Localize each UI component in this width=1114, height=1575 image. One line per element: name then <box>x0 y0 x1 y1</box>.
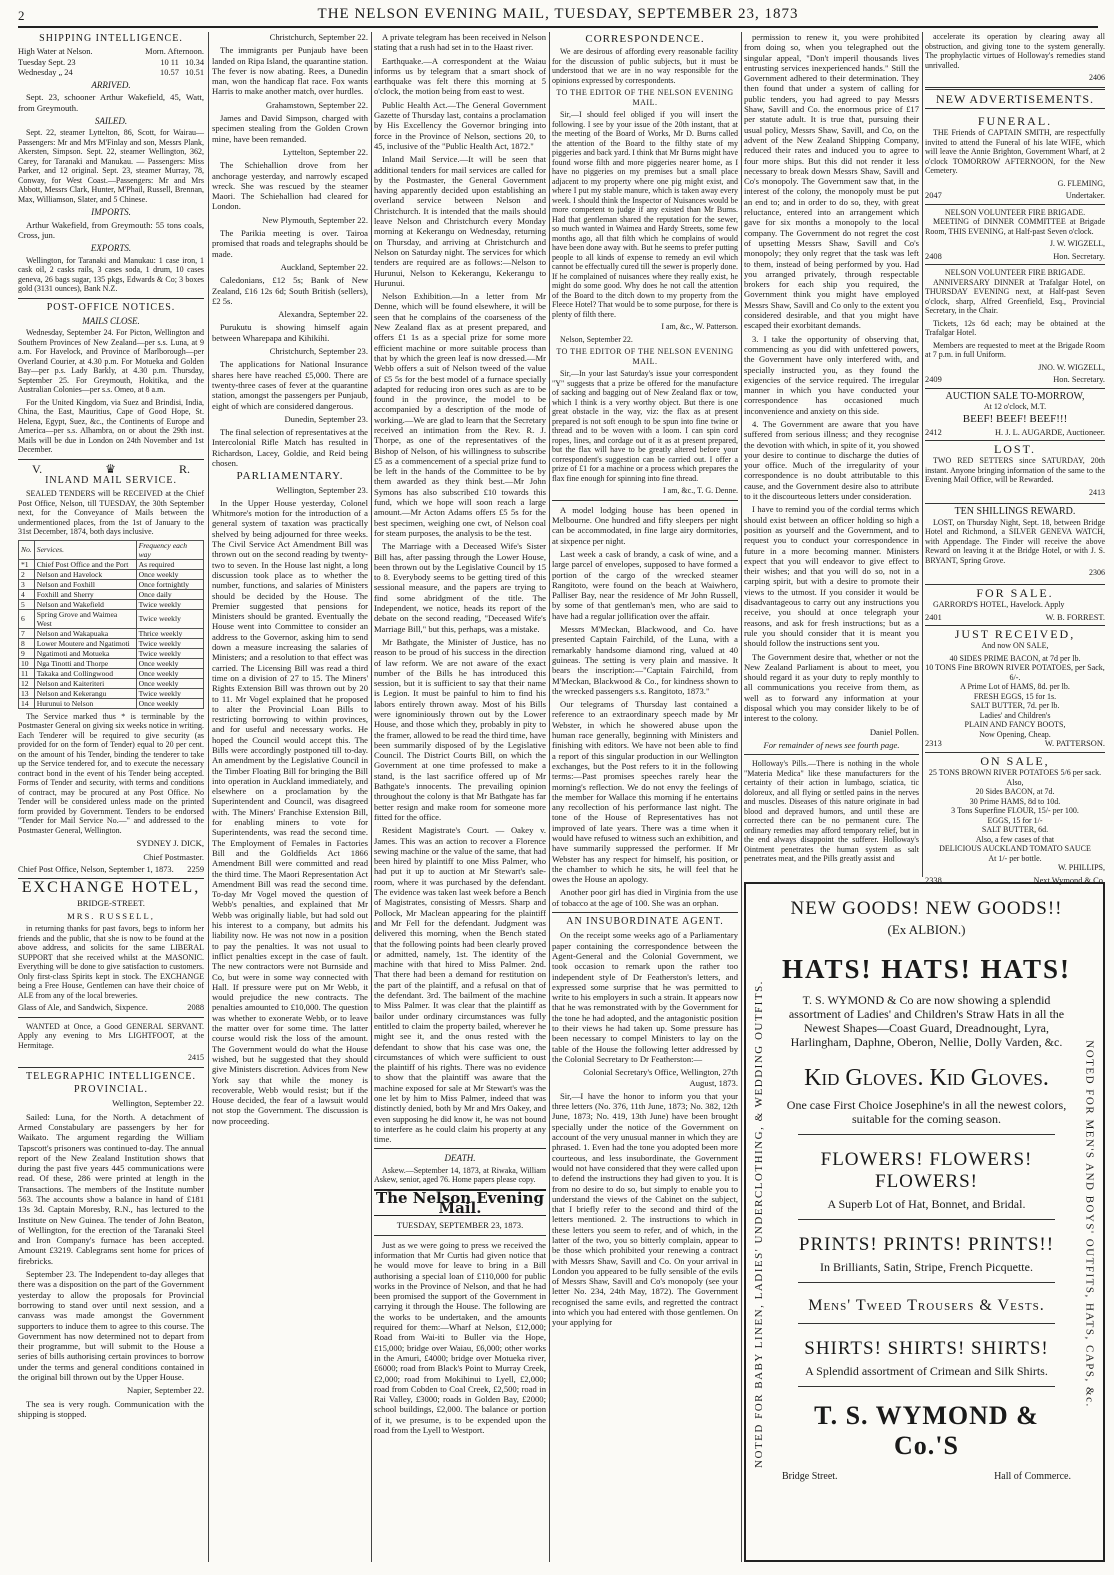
ad-signature: W. B. FORREST. <box>1045 612 1105 622</box>
arrived-heading: ARRIVED. <box>91 80 131 91</box>
wymond-hall: Hall of Commerce. <box>994 1471 1071 1482</box>
table-header: Frequency each way <box>136 540 203 559</box>
ad-number: 2313 <box>925 739 942 749</box>
news-paragraph: A private telegram has been received in Nelson stating that a rush had set in to the Haast river. <box>374 32 546 53</box>
high-water-label: High Water at Nelson. <box>18 47 93 57</box>
wymond-gloves: Kid Gloves. Kid Gloves. <box>804 1065 1049 1091</box>
list-item: 3 Tons Superfine FLOUR, 15/- per 100. <box>951 806 1079 816</box>
news-paragraph: Messrs M'Meckan, Blackwood, and Co. have presented Captain Fairchild, of the Luna, with a remarkably handsome diamond ring, valued at 40 guineas. The setting is very plain and massive. It bears the inscription:—"Captain Fairchild, from M'Meckan, Blackwood & Co., for kindness shown to the wrecked passengers s.s. Rangitoto, 1873." <box>552 624 738 696</box>
table-cell: 14 <box>19 698 35 708</box>
dateline: Dunedin, September 23. <box>284 413 368 424</box>
post-office-heading: POST-OFFICE NOTICES. <box>46 301 176 313</box>
wymond-flowers: FLOWERS! FLOWERS! FLOWERS! <box>820 1149 1033 1192</box>
agent-text: On the receipt some weeks ago of a Parliamentary paper containing the correspondence between the Agent-General and the Colonial Government, we took occasion to remark upon the rather too independent style of Dr Featherston's letters, and expressed some surprise that he was permitted to write to his employers in such a strain. It appears now that he was remonstrated with by the Government for the tone he had adopted, and the antagonistic position to their views he had taken up. Some pressure has been necessary to compel Ministers to lay on the table of the House the following letter addressed by the Colonial Secretary to Dr Featherston:— <box>552 930 738 1064</box>
agent-letter-signature: Daniel Pollen. <box>869 726 919 737</box>
ad-text: TWO RED SETTERS since SATURDAY, 20th instant. Anyone bringing information of the same to the Evening Mail Office, will be Rewarded. <box>925 456 1105 485</box>
on-sale-ad <box>925 753 1105 888</box>
death-notice: Askew.—September 14, 1873, at Riwaka, William Askew, senior, aged 76. Home papers please copy. <box>374 1165 546 1185</box>
to-editor: TO THE EDITOR OF THE NELSON EVENING MAIL. <box>556 347 734 366</box>
remainder-note: For remainder of news see fourth page. <box>763 739 900 750</box>
news-text: The Parikia meeting is over. Tairoa promised that roads and telegraphs should be made. <box>212 228 368 259</box>
news-paragraph: Public Health Act.—The General Government Gazette of Thursday last, contains a proclamation by His Excellency the Governor bringing into force in the Province of Nelson, sections 20, to 45, inclusive of the "Public Health Act, 1872." <box>374 99 546 151</box>
agent-letter: Sir,—I have the honor to inform you that your three letters (No. 376, 11th June, 1873; No. 382, 12th June, 1873; No. 419, 13th June) have been brought specially under the notice of the Government on account of the very unusual manner in which they are phrased. 1. Even had the tone you adopted been more courteous, and less insubordinate, the Government would not have considered that they were called upon to defend the instructions they had given to you. It is from no desire to do so, but simply to enable you to understand the views of the Cabinet on the subject, that I briefly refer to the second and third of the letters mentioned. 2. The instructions to which in these letters you seem to refer, and of which, in the latter of the two, you so bitterly complain, appear to be those which prohibited your renewing a contract with Messrs Shaw, Savill and Co. On your arrival in London you appeared to be fully sensible of the evils of Messrs Shaw, Savill and Co's monopoly (see your letter No. 234, 24th May, 1872). The Government recognised the same evils, and regretted the contract into which you had entered with those gentlemen. On your applying for <box>552 1090 738 1328</box>
ad-signature-title: Undertaker. <box>1065 191 1105 201</box>
ad-text: Members are requested to meet at the Brigade Room at 7 p.m. in full Uniform. <box>925 340 1105 360</box>
dateline: New Plymouth, September 22. <box>262 214 368 225</box>
exchange-sub: BRIDGE-STREET. <box>77 897 145 908</box>
nameplate: The Nelson Evening Mail. <box>375 1188 545 1218</box>
exports-text: Wellington, for Taranaki and Manukau: 1 case iron, 1 cask oil, 2 casks rails, 3 cases soda, 1 drum, 10 cases geneva, 26 bags sugar, 135 pkgs, Edwards & Co; 3 boxes gold (3131 ounces), Bank N.Z. <box>18 255 204 294</box>
column-1 <box>18 32 204 1567</box>
ad-title: LOST. <box>993 442 1037 457</box>
napier-date: Napier, September 22. <box>127 1385 204 1396</box>
dateline: Lyttelton, September 22. <box>283 146 368 157</box>
table-cell: Twice weekly <box>136 648 203 658</box>
table-cell: 13 <box>19 688 35 698</box>
crown-icon: ♛ <box>105 461 116 476</box>
just-received-ad <box>925 626 1105 753</box>
column-6 <box>925 32 1105 885</box>
ad-signature: JNO. W. WIGZELL, <box>1038 362 1105 372</box>
provincial-heading: PROVINCIAL. <box>73 1084 149 1096</box>
table-cell: Ngatimoti and Motueka <box>34 648 136 658</box>
wanted-ad: WANTED at Once, a Good GENERAL SERVANT. Apply any evening to Mrs LIGHTFOOT, at the Hermitage. <box>18 1021 204 1050</box>
agent-office: Colonial Secretary's Office, Wellington, 27th August, 1873. <box>583 1067 738 1088</box>
table-row <box>19 698 204 708</box>
wymond-headline: NEW GOODS! NEW GOODS!! <box>790 898 1063 919</box>
ad-title: JUST RECEIVED, <box>954 627 1076 642</box>
ad-number: 2408 <box>925 251 942 261</box>
right-vertical-text: NOTED FOR MEN'S AND BOYS' OUTFITS, HATS, CAPS, &c. <box>1084 1040 1097 1408</box>
table-cell: 7 <box>19 628 35 638</box>
dateline: Christchurch, September 23. <box>269 346 368 357</box>
mail-service-table <box>18 540 204 709</box>
table-cell: 9 <box>19 648 35 658</box>
table-cell: Once fortnightly <box>136 579 203 589</box>
table-cell: Twice weekly <box>136 688 203 698</box>
table-row <box>19 688 204 698</box>
napier-text: The sea is very rough. Communication with the shipping is stopped. <box>18 1398 204 1419</box>
high-water-row <box>18 68 204 78</box>
ad-text: At 12 o'clock, M.T. <box>983 401 1047 411</box>
letter-text: Sir,—I should feel obliged if you will insert the following. I see by your issue of the 20th instant, that at the meeting of the Board of Works, Mr D. Burns called the attention of the Board to the filthy state of my piggeries and back yard. I think that Mr Burns might have found worse filth and more piggeries nearer home, as I have no piggeries on my premises but a small place adjacent to my property where one pig might exist, and where I put my stable manure, which is taken away every week. I should think the Inspector of Nuisances would be more competent to judge if any existed than Mr Burns. Had that gentleman shared the reputation for the sewer, so much wanted in Waimea and Hardy Streets, some few months ago, all that filth which he complains of would have been done away with. But he seems to prefer putting people to all kinds of expense to remedy an evil which cannot be effectually cured till the sewer is properly done. If he complained of nuisances where they really exist, he might do some good. Why does he not call the attention of the Board to the ditch down to my property from the Fleece Hotel? That would be to some purpose, for there is plenty of filth there. <box>552 110 739 319</box>
inland-mail-signature-title: Chief Postmaster. <box>143 851 204 862</box>
table-row <box>19 648 204 658</box>
table-cell: 8 <box>19 638 35 648</box>
ad-text: BEEF! BEEF! BEEF!!! <box>962 413 1068 426</box>
sailed-heading: SAILED. <box>94 116 128 127</box>
wymond-trousers: Mens' Tweed Trousers & Vests. <box>808 1297 1045 1314</box>
hw-day: Tuesday Sept. 23 <box>18 57 76 67</box>
agent-heading: AN INSUBORDINATE AGENT. <box>566 916 724 928</box>
wymond-address: Bridge Street. <box>782 1471 838 1482</box>
list-item: 40 SIDES PRIME BACON, at 7d per lb. <box>949 653 1081 663</box>
column-5 <box>744 32 919 877</box>
table-cell: Takaka and Collingwood <box>34 668 136 678</box>
list-item: Also, a few cases of that <box>975 834 1055 844</box>
ad-signature: H. J. L. AUGARDE, Auctioneer. <box>994 427 1105 437</box>
auction-ad <box>925 389 1105 442</box>
imports-heading: IMPORTS. <box>91 207 131 218</box>
wymond-flowers-text: A Superb Lot of Hat, Bonnet, and Bridal. <box>827 1197 1026 1211</box>
table-row <box>19 589 204 599</box>
table-row <box>19 599 204 609</box>
dateline: Auckland, September 22. <box>280 261 368 272</box>
mails-close-heading: MAILS CLOSE. <box>82 315 140 326</box>
ad-title: NELSON VOLUNTEER FIRE BRIGADE. <box>944 207 1086 217</box>
news-paragraph: The Marriage with a Deceased Wife's Sister Bill has, after passing through the Lower House, been thrown out by the Legislative Council by 15 to 8. Everybody seems to be getting tired of this sessional measure, and the papers are trying to find some abridgment of the title. The Independent, we notice, heads its report of the debate on the second reading, "Deceased Wife's Marriage Bill," but this, perhaps, was a mistake. <box>374 541 546 634</box>
ad-signature: J. W. WIGZELL, <box>1049 239 1105 249</box>
list-item: Now Opening, Cheap. <box>979 729 1051 739</box>
ad-signature-title: Next Wymond & Co. <box>1033 875 1105 885</box>
post-office-text: Wednesday, September 24. For Picton, Wellington and Southern Provinces of New Zealand—per s.s. Luna, at 9 a.m. For Havelock, and Province of Marlborough—per Overland Courier, at 4.30 p.m. For Motueka and Golden Bay—per p.s. Lady Barkly, at 4.30 p.m. Thursday, September 25. For Greymouth, Hokitika, and the Australian Colonies—per s.s. Omeo, at 8 a.m. <box>18 328 204 395</box>
dateline: Christchurch, September 22. <box>269 32 368 42</box>
received-items <box>925 654 1105 740</box>
column-3 <box>374 32 546 1567</box>
wymond-gloves-text: One case First Choice Josephine's in all the newest colors, suitable for the coming season. <box>786 1098 1067 1126</box>
table-cell: Twice weekly <box>136 609 203 628</box>
column-rule <box>549 32 550 1562</box>
table-cell: Nelson and Kekerangu <box>34 688 136 698</box>
table-row <box>19 559 204 569</box>
agent-letter-continued: 3. I take the opportunity of observing that, commencing as you did with unfettered powers, the Government have only interfered with, and specially instructed you, as they found the exigencies of the service required. The irregular manner in which you have conducted your correspondence has occasioned much inconvenience and anxiety on this side. <box>744 333 919 416</box>
table-cell: Thrice weekly <box>136 628 203 638</box>
ad-number: 2415 <box>188 1053 204 1063</box>
correspondence-note: We are desirous of affording every reasonable facility for the discussion of public subjects, but it must be understood that we are in no way responsible for the opinions expressed by correspondents. <box>552 47 738 85</box>
lost-ad <box>925 441 1105 504</box>
crest-r: R. <box>178 461 190 476</box>
agent-letter-continued: permission to renew it, you were prohibited from doing so, when you telegraphed out the singular appeal, "Don't imperil thousands lives entrusting services inexperienced hands." Still the Government adhered to their determination. They then found that under a system of calling for public tenders, you had agreed to pay Messrs Shaw, Savill and Co. the enormous price of £17 per statute adult. It is true that, pursuing their usual policy, Messrs Shaw, Savill, and Co, on the advent of the New Zealand Shipping Company, reduced their rates and induced you to agree to four more ships. But this did not render it less necessary to break down Messrs Shaw, Savill and Co's monopoly. The Government saw that, in the interest of the colony, the monopoly must be put an end to; and in order to do so, they, with great reluctance, entered into an arrangement which gave for six months a monopoly to the local company. The Government do not regret the cost of upsetting Messrs Shaw, Savill and Co's monopoly; they only regret that the task was left to them, instead of being performed by you. Had you arranged privately, through respectable brokers for each ship you required, the Government think you might have employed Messrs Shaw, Savill and Co only to the extent you considered desirable, and that you might have escaped their exorbitant demands. <box>744 32 919 331</box>
table-cell: Once weekly <box>136 668 203 678</box>
inland-mail-footer: The Service marked thus * is terminable by the Postmaster General on giving six weeks notice in writing. Each Tenderer will be required to give security (as provided for on the form of Tender) equal to 20 per cent. on the amount of his Tender, binding the tenderer to take up the Service tendered for, and to execute the necessary contract bond in the event of his Tender being accepted. Forms of Tender and security, with terms and conditions of contract, may be procured at any Post Office. No Tender will be considered unless made on the printed form provided by Government. Tenders to be endorsed "Tender for Mail Service No.—" and addressed to the Postmaster General, Wellington. <box>18 711 204 835</box>
new-ads-heading: NEW ADVERTISEMENTS. <box>935 91 1095 106</box>
ad-signature: W. PHILLIPS, <box>1057 863 1105 873</box>
hw-morn: 10.57 <box>160 67 179 77</box>
news-paragraph: Earthquake.—A correspondent at the Waiau informs us by telegram that a smart shock of earthquake was felt there this morning at 5 o'clock, the motion being from east to west. <box>374 55 546 97</box>
table-cell: 6 <box>19 609 35 628</box>
table-header: Services. <box>34 540 136 559</box>
table-cell: Twice weekly <box>136 638 203 648</box>
right-vertical-banner <box>1079 894 1101 1554</box>
ad-number: 2413 <box>1089 487 1105 497</box>
column-2 <box>212 32 368 1567</box>
column-rule <box>371 32 372 1562</box>
column-4 <box>552 32 738 1567</box>
ad-number: 2412 <box>925 427 942 437</box>
fire-brigade-dinner-ad <box>925 265 1105 389</box>
leader-text: Just as we were going to press we received the information that Mr Curtis had given notice that he would move for leave to bring in a Bill authorising a special loan of £110,000 for public works in the Province of Nelson, and that he had been promised the support of the Government in carrying it through the House. The following are the works to be undertaken, and the amounts required for them:—Wharf at Nelson, £12,000; Road from Wai-iti to Buller via the Hope, £15,000; bridge over Waiau, £6,000; other works in the Amuri, £4000; bridge over Motueka river, £6000; road from Black's Point to Murray Creek, £2,000; road from Mokihinui to Lyell, £2,000; road from Cobden to Coal Creek, £2,500; road in Rai Valley, £3000; roads in Golden Bay, £2000; school buildings, £2,000. The balance or portion of it, we presume, is to be expended upon the road from the Lyell to Westport. <box>374 1239 546 1435</box>
letter-signature: I am, &c., T. G. Denne. <box>662 486 738 496</box>
exports-heading: EXPORTS. <box>90 243 132 254</box>
table-cell: Twice weekly <box>136 599 203 609</box>
list-item: DELICIOUS AUCKLAND TOMATO SAUCE <box>939 844 1091 854</box>
crest-v: V. <box>32 461 43 476</box>
ad-signature-title: Hon. Secretary. <box>1053 251 1105 261</box>
letter-signature: I am, &c., W. Patterson. <box>661 322 738 332</box>
table-row <box>19 579 204 589</box>
parliamentary-heading: PARLIAMENTARY. <box>236 470 344 483</box>
ad-number: 2088 <box>187 1003 204 1013</box>
inland-place: Chief Post Office, Nelson, September 1, 1873. <box>18 864 174 874</box>
news-paragraph: Our telegrams of Thursday last contained a reference to an extraordinary speech made by Mr Webster, in which he showered abuse upon the human race generally, beginning with Ministers and finishing with editors. We have not been able to find a report of this singular production in our Wellington exchanges, but the Post refers to it in the following terms:—Past promises speeches rarely hear the morning's reflection. We do not envy the feelings of the member for Wallace this morning if he entertains any recollection of his performance last night. The tone of the House of Representatives has not improved of late years. There was a time when it would have refused to witness such an exhibition, and have summarily suppressed the performer. If Mr Webster has any respect for himself, his position, or the chamber to which he sits, he will feel that he owes the House an apology. <box>552 699 738 885</box>
arrived-text: Sept. 23, schooner Arthur Wakefield, 45, Watt, from Greymouth. <box>18 92 204 113</box>
ad-text: LOST, on Thursday Night, Sept. 18, between Bridge Hotel and Richmond, a SILVER GENEVA WATCH, with Appendage. The Finder will receive the above Reward on leaving it at the Bridge Hotel, or with J. S. BRYANT, Spring Grove. <box>925 517 1105 565</box>
table-cell: 12 <box>19 678 35 688</box>
ad-text: THE Friends of CAPTAIN SMITH, are respectfully invited to attend the Funeral of his late WIFE, which will leave the Annie Brighton, Government Wharf, at 2 o'clock TOMORROW AFTERNOON, for the New Cemetery. <box>925 128 1105 176</box>
list-item: SALT BUTTER, 6d. <box>981 825 1049 835</box>
table-row <box>19 678 204 688</box>
provincial-text: Sailed: Luna, for the North. A detachment of Armed Constabulary are passengers by her for Waikato. The argument regarding the William Tapscott's prisoners was continued to-day. The annual report of the New Zealand Institution shows that during the past five years 445 communications were read. Of these, 286 were printed at length in the Transactions. The members of the Institute number 563. The accounts show a balance in hand of £181 13s 3d. Captain Moresby, R.N., has lectured to the Institute on New Guinea. The tender of John Beaton, of Wellington, for the erection of the Taranaki Steel and Iron Company's furnace has been accepted. Amount £3219. Cablegrams sent home for prices of firebricks. <box>18 1111 204 1266</box>
ad-number: 2338 <box>925 875 942 885</box>
list-item: Ladies' and Children's <box>979 710 1051 720</box>
ad-title: AUCTION SALE TO-MORROW, <box>945 390 1085 402</box>
ad-number: 2409 <box>925 375 942 385</box>
hw-col-morn: Morn. <box>145 47 166 57</box>
news-text: The immigrants per Punjaub have been landed on Ripa Island, the quarantine station. The fever is now abating. Rees, a Dunedin man, won the handicap flat race. Fox wants Harris to make another match, over hurdles. <box>212 45 368 97</box>
wymond-shirts: SHIRTS! SHIRTS! SHIRTS! <box>804 1338 1049 1359</box>
wymond-subhead: (Ex ALBION.) <box>887 922 966 937</box>
exchange-foot <box>18 1003 204 1013</box>
ad-number: 2259 <box>187 864 204 874</box>
exchange-foot-text: Glass of Ale, and Sandwich, Sixpence. <box>18 1003 148 1013</box>
list-item: At 1/- per bottle. <box>988 853 1042 863</box>
news-paragraph: Nelson Exhibition.—In a letter from Mr Denne, which will be found elsewhere, it will be seen that he complains of the coarseness of the New Zealand flax as at present prepared, and offers £1 1s as a special prize for some more efficient machine or more suitable process than that by which the green leaf is now dressed.—Mr Webb offers a suit of Nelson tweed of the value of £5 5s for the best model of a furnace specially adapted for reducing iron ores such as are to be found in the province, the model to be accompanied by a description of the mode of working.—We are glad to learn that the Secretary received an intimation from the Rev. R. J. Thorpe, as one of the representatives of the Bishop of Nelson, of his willingness to subscribe £5 as a commencement of a special prize fund to be left in the hands of the Committee to be by them awarded as they think best.—Mr John Symons has also subscribed £10 towards this fund, which we hope will soon reach a large amount.—Mr Acton Adams offers £5 5s for the best specimen, weighing one cwt, of Nelson coal for steam purposes, the analysis to be the test. <box>374 291 546 538</box>
ad-text: Tickets, 12s 6d each; may be obtained at the Trafalgar Hotel. <box>925 318 1105 338</box>
dateline: Alexandra, September 22. <box>278 309 368 320</box>
dateline: Wellington, September 23. <box>276 484 368 495</box>
table-header: No. <box>19 540 35 559</box>
table-cell: 5 <box>19 599 35 609</box>
ad-signature: G. FLEMING, <box>1057 178 1105 188</box>
exchange-text: in returning thanks for past favors, begs to inform her friends and the public, that she is now to be found at the above address, and solicits for the same LIBERAL SUPPORT that she received whilst at the MASONIC. Everything will be done to give satisfaction to customers. Only first-class Spirits kept in stock. The EXCHANGE being a Free House, Gentlemen can have their choice of ALE from any of the local breweries. <box>18 924 204 1000</box>
table-cell: Chief Post Office and the Port <box>34 559 136 569</box>
table-row <box>19 658 204 668</box>
telegraphic-heading: TELEGRAPHIC INTELLIGENCE. <box>26 1070 196 1082</box>
list-item: FRESH EGGS, 15 for 1s. <box>973 691 1057 701</box>
to-editor: TO THE EDITOR OF THE NELSON EVENING MAIL. <box>556 88 734 107</box>
table-row <box>19 569 204 579</box>
table-cell: As required <box>136 559 203 569</box>
holloway-ad: Holloway's Pills.—There is nothing in the whole "Materia Medica" like these manufacturers for the certainty of their action in lumbago, sciatica, tic doloreux, and all flying or settled pains in the nerves and muscles. Diseases of this nature originate in bad blood and depraved humors, and until these are corrected there can be no permanent cure. The ordinary remedies may afford temporary relief, but in the end always disappoint the sufferer. Holloway's Ointment penetrates the human system as salt penetrates meat, and the Pills greatly assist and <box>744 759 919 864</box>
for-sale-ad <box>925 585 1105 626</box>
ad-title: FOR SALE. <box>976 585 1054 600</box>
list-item: 20 Sides BACON, at 7d. <box>975 787 1055 797</box>
list-item: A Prime Lot of HAMS, 8d. per lb. <box>960 682 1070 692</box>
hw-aft: 10.34 <box>185 57 204 67</box>
table-cell: Nelson and Kaiteriteri <box>34 678 136 688</box>
list-item: 25 TONS BROWN RIVER POTATOES 5/6 per sack. <box>928 768 1102 778</box>
wymond-footer <box>778 1471 1075 1482</box>
ad-text: MEETING of DINNER COMMITTEE at Brigade Room, THIS EVENING, at Half-past Seven o'clock. <box>925 217 1105 236</box>
ad-subtitle: And now ON SALE, <box>981 641 1049 651</box>
hw-col-afternoon: Afternoon. <box>167 47 204 57</box>
wymond-prints-text: In Brilliants, Satin, Stripe, French Picquette. <box>820 1260 1033 1274</box>
agent-letter-continued: 4. The Government are aware that you have suffered from serious illness; and they recognise the devotion with which, in spite of it, you showed your desire to continue to discharge the duties of your office. Much of the irregularity of your correspondence is no doubt attributable to this cause, and the Government desire also to attribute to it the discourteous letters under consideration. <box>744 418 919 502</box>
ad-number: 2047 <box>925 191 942 201</box>
table-cell: Nga Tinotti and Thorpe <box>34 658 136 668</box>
exchange-name: MRS. RUSSELL, <box>67 910 155 921</box>
reward-ad <box>925 504 1105 584</box>
page-number: 2 <box>18 8 26 23</box>
imports-text: Arthur Wakefield, from Greymouth: 55 tons coals, Cross, jun. <box>18 219 204 240</box>
agent-letter-continued: I have to remind you of the cordial terms which should exist between an officer holding so high a position as yourself and the Government, and to request you to conduct your correspondence in future in a more becoming manner. Ministers expect that you will endeavor to give effect to their wishes; and that you will do so, not in a carping spirit, but with a desire to promote their views to the utmost. If you consider it would be disadvantageous to carry out any instructions you receive, you should at once telegraph your reasons, and ask for fresh instructions; but as a rule you should consider that it is meant you should follow the instructions sent you. <box>744 504 919 649</box>
table-cell: Once weekly <box>136 678 203 688</box>
hw-day: Wednesday „ 24 <box>18 67 73 77</box>
ad-title: FUNERAL. <box>977 113 1053 128</box>
ad-title: NELSON VOLUNTEER FIRE BRIGADE. <box>944 268 1086 278</box>
ad-text: GARRORD'S HOTEL, Havelock. Apply <box>933 600 1065 610</box>
table-cell: Nelson and Havelock <box>34 569 136 579</box>
high-water-header <box>18 47 204 57</box>
shipping-heading: SHIPPING INTELLIGENCE. <box>39 33 183 44</box>
masthead-title: THE NELSON EVENING MAIL, TUESDAY, SEPTEMBER 23, 1873 <box>317 6 799 22</box>
wymond-hats: HATS! HATS! HATS! <box>781 954 1072 984</box>
parliamentary-text: In the Upper House yesterday, Colonel Whitmore's motion for the introduction of a general system of taxation was practically shelved by being adjourned for three weeks. The Civil Service Act Amendment Bill was thrown out on the second reading by twenty-two to seven. In the House last night, a long discussion took place as to whether the number, functions, and salaries of Ministers should be decided by the House. The Premier suggested that pensions for Ministers should be granted. Eventually the House went into Committee to consider an address to the Governor, asking him to send down a measure increasing the salaries of Ministers; and a resolution to that effect was carried. The Licensing Bill was read a third time on a division of 27 to 15. The Miners' Rights Extension Bill was thrown out by 20 to 11. Mr Vogel explained that he proposed to alter the Provincial Loan Bills to restricting borrowing to within provinces, and for useful and necessary works. He hoped the Council would accept this. The Bills were accordingly postponed till to-day. An amendment by the Legislative Council in the Timber Floating Bill for bringing the Bill into operation in Auckland immediately, and elsewhere on a proclamation by the Superintendent and Council, was disagreed with. The Miners' Franchise Extension Bill, for enabling miners to vote for Superintendents, was read the second time. The Employment of Females in Factories Bill and the Goldfields Act 1866 Amendment Bill were committed and read the third time. The Maori Representation Act Amendment Bill was read the second time. To-day Mr Vogel moved the question of Webb's penalties, and explained that Mr Webb was originally liable, but had sold out his interest to a company, but admits his liability now. He was not now in a position to pay the penalties. It was not usual to inflict penalties except in the case of fault. The new contractors were not Burnside and Co, but were in some way connected with Hall. If pressure were put on Mr Webb, it would prejudice the new contracts. The penalties amounted to £10,000. The question was whether to exonerate Webb, or to leave the matter over for some time. The latter course would risk the loss of the amount. The Government would do what the House wished, but he suggested that they should give Ministers discretion. Advices from New York say that while the money is recoverable, Webb would resist; but if the House decided, the fear of a lawsuit would not stop the Government. The discussion is now proceeding. <box>212 497 368 1126</box>
table-cell: 4 <box>19 589 35 599</box>
wymond-shirts-text: A Splendid assortment of Crimean and Silk Shirts. <box>805 1364 1048 1378</box>
news-paragraph: A model lodging house has been opened in Melbourne. One hundred and fifty sleepers per night can be accommodated, in fine large airy dormitories, at sixpence per night. <box>552 504 738 546</box>
news-text: The Schiehallion drove from her anchorage yesterday, and narrowly escaped wreck. She was rescued by the steamer Maori. The Schiehallion had cleared for London. <box>212 160 368 212</box>
column-rule <box>922 32 923 877</box>
ad-number: 2306 <box>1089 568 1105 578</box>
table-cell: 2 <box>19 569 35 579</box>
table-cell: Once weekly <box>136 569 203 579</box>
correspondence-heading: CORRESPONDENCE. <box>585 33 705 45</box>
inland-mail-place <box>18 865 204 875</box>
hw-morn: 10 11 <box>160 57 179 67</box>
nameplate-date: TUESDAY, SEPTEMBER 23, 1873. <box>396 1220 524 1231</box>
news-paragraph: Resident Magistrate's Court. — Oakey v. James. This was an action to recover a Florence sewing machine or the value of the same, that had been hired by plaintiff to one Miss Palmer, who had put it up to auction at Mr Stewart's sale-room, where it was purchased by the defendant. The evidence was taken last week before a Bench of Magistrates, consisting of Messrs. Sharp and Pollock, Mr Maclean appearing for the plaintiff and Mr Fell for the defendant. Judgment was delivered this morning, when the Bench stated that the following points had been clearly proved or admitted, namely, 1st. The identity of the machine with that hired to Miss Palmer. 2nd. That there had been a demand for restitution on the part of the plaintiff, and a refusal on that of the defendant. 3rd. The bailment of the machine to Miss Palmer. It was clear that the plaintiff as bailor under ordinary circumstances was fully entitled to claim the property bailed, wherever he might see it, and the onus rested with the defendant to show that his case was one, the circumstances of which were sufficient to oust the plaintiff of his rights. There was no evidence to show that the plaintiff was aware that the machine exposed for sale at Mr Stewart's was the one let by him to Miss Palmer, indeed that was distinctly denied, both by Mr and Mrs Oakey, and even supposing he did know it, he was not bound to interfere as he could claim his property at any time. <box>374 825 546 1145</box>
letter-text: Sir,—In your last Saturday's issue your correspondent "Y" suggests that a prize be offered for the manufacture of sacking and bagging out of New Zealand flax or tow, which I think is a very worthy object. But there is one great obstacle in the way, viz: the flax as at present prepared is not soft enough to be spun into fine twine or thread and to be woven with a loom. I can spin cord ropes, lines, and cordage out of it as at present prepared, but the flax will have to be greatly altered before your correspondent's suggestion can be carried out. I offer a prize of £1 for a machine or a process which prepares the flax fine enough for spinning into fine thread. <box>552 369 738 483</box>
ad-text: ANNIVERSARY DINNER at Trafalgar Hotel, on THURSDAY EVENING next, at Half-past Seven o'clock, sharp, Alfred Greenfield, Esq., Provincial Secretary, in the Chair. <box>925 277 1105 316</box>
table-row <box>19 628 204 638</box>
table-cell: Nelson and Wakefield <box>34 599 136 609</box>
table-row <box>19 638 204 648</box>
letter-date: Nelson, September 22. <box>560 334 633 344</box>
on-sale-items <box>925 768 1105 863</box>
table-cell: Once weekly <box>136 658 203 668</box>
table-row <box>19 668 204 678</box>
table-cell: 3 <box>19 579 35 589</box>
news-paragraph: Last week a cask of brandy, a cask of wine, and a large parcel of envelopes, supposed to have formed a portion of the cargo of the wrecked steamer Rangitoto, were found on the beach at Waiwhero, Palliser Bay, near the residence of Mr John Russell, by some of that gentleman's men, who are said to have had a regular jollification over the affair. <box>552 548 738 621</box>
post-office-text-2: For the United Kingdom, via Suez and Brindisi, India, China, the East, Mauritius, Cape of Good Hope, St. Helena, Egypt, Suez, &c., the Continents of Europe and America—per s.s. Alhambra, on or about the 29th inst. Mails will be due in London on 24th November and 1st December. <box>18 397 204 455</box>
holloway-ad-continued: accelerate its operation by clearing away all obstruction, and giving tone to the system generally. The prophylactic virtues of Holloway's remedies stand unrivalled. <box>925 32 1105 70</box>
ad-number: 2406 <box>1089 73 1105 82</box>
inland-mail-text: SEALED TENDERS will be RECEIVED at the Chief Post Office, Nelson, till TUESDAY, the 30th September next, for the Conveyance of Mails between the undermentioned places, from the 1st of January to the 31st December, 1874, both days inclusive. <box>18 489 204 537</box>
wymond-advertisement <box>744 882 1105 1562</box>
table-cell: Once daily <box>136 589 203 599</box>
news-paragraph: Mr Bathgate, the Minister of Justice, has no reason to be proud of his success in the direction of law reform. We are not aware of the exact number of the Bills he has introduced this session, but it is sufficient to say that their name is Legion. It must be painful to him to find his labors entirely thrown away. Most of his Bills were ignominiously thrown out by the Lower House, and those which they, probably in pity to the framer, allowed to be read the third time, have been summarily disposed of by the Legislative Council. The District Courts Bill, on which the Government at one time professed to make a stand, is the last sacrifice offered up of Mr Bathgate's innocents. The prevailing opinion throughout the colony is that Mr Bathgate has far better resign and make room for someone more fitted for the office. <box>374 636 546 822</box>
table-cell: Once weekly <box>136 698 203 708</box>
hw-aft: 10.51 <box>185 67 204 77</box>
left-vertical-text: NOTED FOR BABY LINEN, LADIES' UNDERCLOTHING, & WEDDING OUTFITS. <box>753 980 765 1468</box>
table-cell: *1 <box>19 559 35 569</box>
news-text: Purukutu is showing himself again between Wharepapa and Kihikihi. <box>212 322 368 343</box>
table-cell: Nelson and Foxhill <box>34 579 136 589</box>
ad-signature: W. PATTERSON. <box>1044 739 1105 749</box>
death-heading: DEATH. <box>444 1153 476 1164</box>
table-cell: Lower Moutere and Ngatimoti <box>34 638 136 648</box>
table-cell: Nelson and Wakapuaka <box>34 628 136 638</box>
news-paragraph: Inland Mail Service.—It will be seen that additional tenders for mail services are called for by the Postmaster, the General Government having apparently decided upon establishing an overland service between Nelson and Christchurch. It is intended that the mails should leave Nelson and Christchurch every Monday morning at Kekerangu on Wednesday, returning on Thursday, and arriving at Christchurch and Nelson on Saturday night. The services for which tenders are required are as follows:—Nelson to Hurunui, Nelson to Kekerangu, Kekerangu to Hurunui. <box>374 154 546 288</box>
vr-crest <box>18 461 204 476</box>
news-text: Caledonians, £12 5s; Bank of New Zealand, £16 12s 6d; South British (sellers), £2 5s. <box>212 275 368 306</box>
table-cell: 11 <box>19 668 35 678</box>
funeral-ad <box>925 113 1105 205</box>
inland-mail-heading: INLAND MAIL SERVICE. <box>45 474 177 486</box>
provincial-text-2: September 23. The Independent to-day alleges that there was a disposition on the part of the Government yesterday to allow the proposals for Provincial borrowing to stand over until next session, and a canvass was made amongst the Government supporters to induce them to agree to this course. The Government has now determined not to depart from their programme, but will submit to the House a series of bills authorising certain provinces to borrow under the terms and general conditions contained in the original bill thrown out by the Upper House. <box>18 1269 204 1383</box>
news-text: The applications for National Insurance shares here have reached £5,000. There are twenty-three cases of fever at the quarantine station, amongst the passengers per Punjaub, eight of which are considered dangerous. <box>212 359 368 411</box>
list-item: 10 TONS Fine BROWN RIVER POTATOES, per Sack, 6/-. <box>925 663 1105 682</box>
ad-title: TEN SHILLINGS REWARD. <box>954 506 1076 518</box>
table-cell: Spring Grove and Waimea West <box>34 609 136 628</box>
list-item: 30 Prime HAMS, 8d to 10d. <box>969 796 1061 806</box>
list-item: PLAIN AND FANCY BOOTS, <box>964 720 1066 730</box>
wymond-hats-text: T. S. WYMOND & Co are now showing a splendid assortment of Ladies' and Children's Straw Hats in all the Newest Shapes—Coast Guard, Dreadnought, Lyra, Harlingham, Daphne, Oberon, Nellie, Dolly Varden, &c. <box>788 993 1065 1049</box>
sailed-text: Sept. 22, steamer Lyttelton, 86, Scott, for Wairau—Passengers: Mr and Mrs M'Finlay and son, Messrs Plank, Akersten, Simpson. Sept. 22, steamer Wellington, 362, Carey, for Taranaki and Manukau. — Passengers: Miss Parker, and 12 original. Sept. 23, steamer Murray, 78, Conway, for West Coast.—Passengers: Mr and Mrs Abbott, Messrs Clark, Hunter, M'Phail, Russell, Brennan, Max, Williamson, Slater, and 5 Chinese. <box>18 128 204 204</box>
high-water-row <box>18 58 204 68</box>
table-cell: Hurunui to Nelson <box>34 698 136 708</box>
masthead <box>18 6 1098 28</box>
exchange-hotel-heading: EXCHANGE HOTEL, <box>21 879 201 897</box>
ad-title: ON SALE, <box>980 753 1050 768</box>
table-cell: Foxhill and Sherry <box>34 589 136 599</box>
list-item: Also, <box>1006 777 1024 787</box>
agent-letter-continued: The Government desire that, whether or not the New Zealand Parliament is about to meet, you should regard it as your duty to reply monthly to all communications you receive from them, as well as to forward any information at your disposal which you may consider likely to be of interest to the colony. <box>744 651 919 724</box>
wymond-company: T. S. WYMOND & Co.'S <box>814 1401 1039 1460</box>
table-cell: 10 <box>19 658 35 668</box>
left-vertical-banner <box>748 894 770 1554</box>
wymond-prints: PRINTS! PRINTS! PRINTS!! <box>798 1234 1055 1255</box>
list-item: SALT BUTTER, 7d. per lb. <box>970 701 1060 711</box>
ad-number: 2401 <box>925 612 942 622</box>
news-text: James and David Simpson, charged with specimen stealing from the Golden Crown mine, have been remanded. <box>212 113 368 144</box>
list-item: EGGS, 15 for 1/- <box>987 815 1043 825</box>
column-rule <box>208 32 209 1562</box>
ad-signature-title: Hon. Secretary. <box>1053 375 1105 385</box>
column-rule <box>741 32 742 1562</box>
provincial-date: Wellington, September 22. <box>112 1098 204 1109</box>
inland-mail-signature: SYDNEY J. DICK, <box>136 838 204 849</box>
news-text: The final selection of representatives at the Intercolonial Rifle Match has resulted in Richardson, Lacey, Goldie, and Reid being chosen. <box>212 427 368 468</box>
dateline: Grahamstown, September 22. <box>265 99 368 110</box>
table-row <box>19 609 204 628</box>
news-paragraph: Another poor girl has died in Virginia from the use of tobacco at the age of 100. She was an orphan. <box>552 887 738 908</box>
fire-brigade-ad <box>925 205 1105 266</box>
